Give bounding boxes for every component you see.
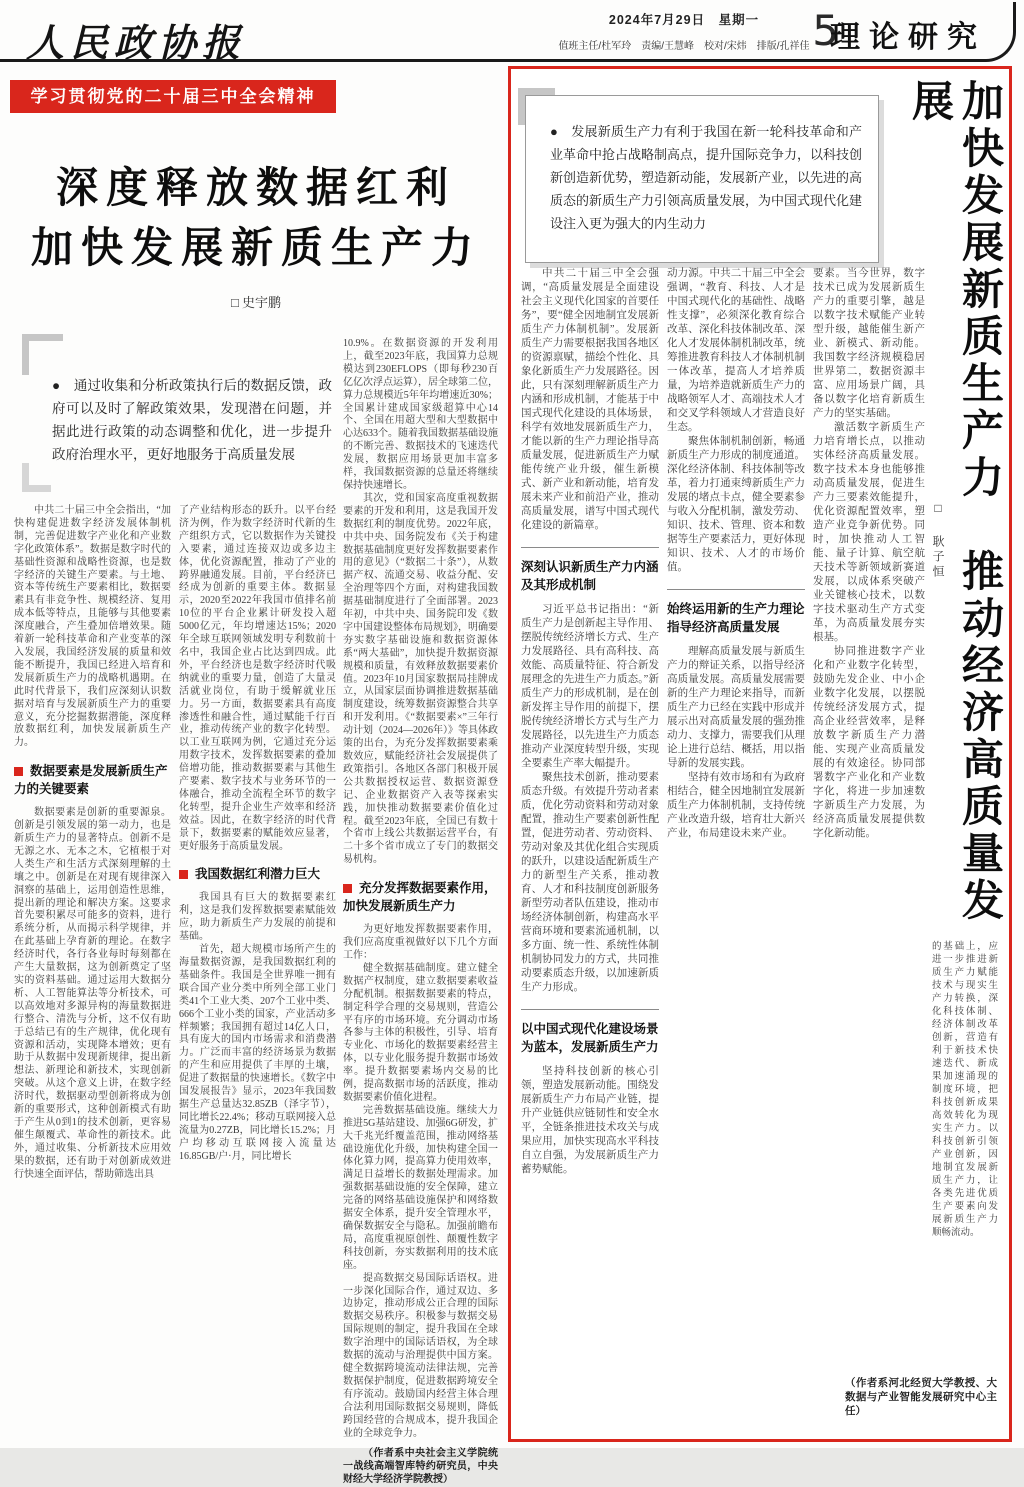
quote-corner-bracket-icon	[22, 463, 51, 492]
right-article-column-1	[521, 267, 659, 1425]
section-subhead: 数据要素是发展新质生产力的关键要素	[14, 764, 168, 797]
red-square-icon	[343, 884, 352, 893]
right-article-vertical-headline: 加快发展新质生产力 推动经济高质量发展	[907, 79, 1004, 925]
red-square-icon	[179, 870, 188, 879]
body-paragraph: 坚持有效市场和有为政府相结合，健全因地制宜发展新质生产力体制机制，支持传统产业改造升级，培育壮大新兴产业，布局建设未来产业。	[667, 772, 805, 839]
body-paragraph: 首先，超大规模市场所产生的海量数据资源，是我国数据红利的基础条件。我国是全世界唯一拥有联合国产业分类中所列全部工业门类41个工业大类、207个工业中类、666个工业小类的国家，产业活动多样频繁；我国拥有超过14亿人口，具有庞大的国内市场需求和消费潜力。广泛而丰富的经济场景为数据的产生和应用提供了丰厚的土壤，促进了数据量的快速增长。《数字中国发展报告》显示，2023年我国数据生产总量达32.85ZB（泽字节），同比增长22.4%；移动互联网接入总流量为0.27ZB，同比增长15.2%；月户均移动互联网接入流量达16.85GB/户·月，同比增长	[179, 944, 336, 1162]
left-article-column-2	[179, 505, 336, 1438]
quote-corner-bracket-icon	[22, 334, 63, 375]
header-rule	[0, 59, 982, 62]
section-subhead: 始终运用新的生产力理论指导经济高质量发展	[667, 589, 805, 636]
staff-credits: 值班主任/杜军玲 责编/王慧峰 校对/宋炜 排版/孔祥佳	[558, 41, 810, 52]
body-paragraph: 理解高质量发展与新质生产力的辩证关系，以指导经济高质量发展。高质量发展需要新的生产力理论来指导，而新质生产力已经在实践中形成并展示出对高质量发展的强劲推动力、支撑力，需要我们从理论上进行总结、概括，用以指导新的发展实践。	[667, 646, 805, 769]
right-article-column-under-title	[932, 941, 998, 1371]
body-paragraph: 为更好地发挥数据要素作用，我们应高度重视做好以下几个方面工作：	[343, 924, 498, 961]
body-paragraph: 坚持科技创新的核心引领，塑造发展新动能。围绕发展新质生产力布局产业链，提升产业链供应链韧性和安全水平，全链条推进技术攻关与成果应用，加快实现高水平科技自立自强，为发展新质生产力蓄势赋能。	[521, 1066, 659, 1175]
right-article-byline: □ 耿子恒	[931, 501, 945, 580]
right-article-column-3	[813, 267, 925, 1425]
body-paragraph: 了产业结构形态的跃升。以平台经济为例，作为数字经济时代新的生产组织方式，它以数据作为关键投入要素，通过连接双边或多边主体，优化资源配置，推动了产业的跨界融通发展。目前，平台经济已经成为创新的重要主体。数据显示，2020至2022年我国市值排名前10位的平台企业累计研发投入超5000亿元，年均增速达15%；2020年全球互联网领域发明专利数前十名中，我国企业占比达到四成。此外，平台经济也是数字经济时代吸纳就业的重要力量，创造了大量灵活就业岗位，有助于缓解就业压力。另一方面，数据要素具有高度渗透性和融合性，通过赋能千行百业，推动传统产业的数字化转型。以工业互联网为例，它通过充分运用数字技术，发挥数据要素的叠加倍增功能，推动数据要素与其他生产要素、数字技术与业务环节的一体融合，推动全流程全环节的数字化转型，提升企业生产效率和经济效益。因此，在数字经济的时代背景下，数据要素的赋能效应显著，更好服务于高质量发展。	[179, 505, 336, 852]
section-title: 理论研究	[830, 21, 986, 54]
header-meta	[545, 10, 823, 52]
left-article-column-3	[343, 338, 498, 1486]
left-summary-quote	[22, 334, 334, 486]
right-article-column-2	[667, 267, 805, 1425]
date-line: 2024年7月29日 星期一	[608, 13, 760, 27]
headline-line1: 深度释放数据红利	[55, 164, 456, 211]
body-paragraph: 要素。当今世界，数字技术已成为发展新质生产力的重要引擎，越是以数字技术赋能产业转型升级，越能催生新产业、新模式、新动能。我国数字经济规模稳居世界第二，数据资源丰富、应用场景广阔，具备以数字化培育新质生产力的坚实基础。	[813, 268, 925, 419]
quote-corner-bracket-icon	[518, 88, 555, 125]
author-credit: （作者系中央社会主义学院统一战线高端智库特约研究员，中央财经大学经济学院教授）	[343, 1448, 498, 1486]
body-paragraph: 聚焦体制机制创新，畅通新质生产力形成的制度通道。深化经济体制、科技体制等改革，着力打通束缚新质生产力发展的堵点卡点，健全要素参与收入分配机制，激发劳动、知识、技术、管理、资本和数据等生产要素活力，更好体现知识、技术、人才的市场价值。	[667, 436, 805, 573]
campaign-banner: 学习贯彻党的二十届三中全会精神	[10, 80, 336, 113]
newspaper-masthead: 人民政协报	[26, 20, 247, 65]
section-subhead: 充分发挥数据要素作用，加快发展新质生产力	[343, 881, 497, 914]
body-paragraph: 习近平总书记指出：“新质生产力是创新起主导作用、摆脱传统经济增长方式、生产力发展路径、具有高科技、高效能、高质量特征、符合新发展理念的先进生产力质态。”新质生产力的形成机制，是在创新发挥主导作用的前提下，摆脱传统经济增长方式与生产力发展路径，以先进生产力质态推动产业深度转型升级，实现全要素生产率大幅提升。	[521, 604, 659, 769]
body-paragraph: 数据要素是创新的重要源泉。创新是引领发展的第一动力，也是新质生产力的显著特点。创新不是无源之水、无本之木，它植根于对人类生产和生活方式深刻理解的土壤之中。创新是在对现有规律深入洞察的基础上，运用创造性思维，提出新的理论和解决方案。这要求首先要积累尽可能多的资料，进行系统分析，从而揭示科学规律，并在此基础上孕育新的理论。在数字经济时代，各行各业每时每刻都在产生大量数据，这为创新奠定了坚实的资料基础。通过运用大数据分析、人工智能算法等分析技术，可以高效地对多源异构的海量数据进行整合、清洗与分析，这不仅有助于总结已有的生产规律，优化现有资源和活动，实现降本增效；更有助于从数据中发现新规律，提出新想法、新理论和新技术，实现创新突破。从这个意义上讲，在数字经济时代，数据驱动型创新将成为创新的重要形式，这种创新模式有助于产生从0到1的技术创新，更容易催生颠覆式、革命性的新技术。此外，通过收集、分析新技术应用效果的数据，还有助于对创新成效进行快速全面评估，帮助筛选出具	[14, 807, 171, 1180]
left-article-headline	[14, 158, 498, 278]
section-subhead: 深刻认识新质生产力内涵及其形成机制	[521, 547, 659, 594]
left-article-column-1	[14, 505, 171, 1438]
body-paragraph: 聚焦技术创新，推动要素质态升级。有效提升劳动者素质，优化劳动资料和劳动对象配置，推动生产要素创新性配置，促进劳动者、劳动资料、劳动对象及其优化组合实现质的跃升，以建设适配新质生产力的新型生产关系，推动教育、人才和科技制度创新服务新型劳动者队伍建设，推动市场经济体制创新，构建高水平营商环境和要素流通机制，以多方面、统一性、系统性体制机制协同发力的方式，共同推动要素质态升级，以加速新质生产力形成。	[521, 772, 659, 993]
page-number: 5	[812, 6, 839, 55]
right-quote-text: ● 发展新质生产力有利于我国在新一轮科技革命和产业革命中抢占战略制高点，提升国际竞争力，以科技创新创造新优势，塑造新动能，发展新产业，以先进的高质态的新质生产力引领高质量发展，为中国式现代化建设注入更为强大的内生动力	[550, 124, 863, 231]
left-quote-text: ● 通过收集和分析政策执行后的数据反馈，政府可以及时了解政策效果，发现潜在问题，并据此进行政策的动态调整和优化，进一步提升政府治理水平，更好地服务于高质量发展	[52, 378, 332, 462]
body-paragraph: 提高数据交易国际话语权。进一步深化国际合作，通过双边、多边协定，推动形成公正合理的国际数据交易秩序。积极参与数据交易国际规则的制定，提升我国在全球数字治理中的国际话语权，为全球数据的流动与治理提供中国方案。健全数据跨境流动法律法规，完善数据保护制度，促进数据跨境安全有序流动。鼓励国内经营主体合理合法利用国际数据交易规则，降低跨国经营的合规成本，提升我国企业的全球竞争力。	[343, 1272, 498, 1439]
red-square-icon	[14, 767, 23, 776]
section-subhead: 我国数据红利潜力巨大	[179, 865, 336, 883]
body-paragraph: 其次，党和国家高度重视数据要素的开发和利用，这是我国开发数据红利的制度优势。2022年底，中共中央、国务院发布《关于构建数据基础制度更好发挥数据要素作用的意见》（“数据二十条”），从数据产权、流通交易、收益分配、安全治理等四个方面，对构建我国数据基础制度进行了全面部署。2023年初，中共中央、国务院印发《数字中国建设整体布局规划》，明确要夯实数字基础设施和数据资源体系“两大基础”，加快提升数据资源规模和质量，有效释放数据要素价值。2023年10月国家数据局挂牌成立，从国家层面协调推进数据基础制度建设，统筹数据资源整合共享和开发利用。《“数据要素×”三年行动计划（2024—2026年）》等具体政策的出台，为充分发挥数据要素乘数效应，赋能经济社会发展提供了政策指引。各地区各部门积极开展公共数据授权运营、数据资源登记、企业数据资产入表等探索实践，加快推动数据要素价值化过程。截至2023年底，全国已有数十个省市上线公共数据运营平台，有二十多个省市成立了专门的数据交易机构。	[343, 492, 498, 866]
body-paragraph: 动力源。中共二十届三中全会强调，“教育、科技、人才是中国式现代化的基础性、战略性支撑”，必须深化教育综合改革、深化科技体制改革、深化人才发展体制机制改革，统筹推进教育科技人才体制机制一体改革，提高人才培养质量，为培养造就新质生产力的战略领军人才、高端技术人才和交叉学科领域人才营造良好生态。	[667, 268, 805, 433]
header-corner-arc	[979, 2, 1016, 62]
section-subhead: 以中国式现代化建设场景为蓝本，发展新质生产力	[521, 1009, 659, 1056]
right-article-box	[508, 66, 1012, 1442]
body-paragraph: 我国具有巨大的数据要素红利，这是我们发挥数据要素赋能效应，助力新质生产力发展的前提和基础。	[179, 892, 336, 943]
headline-line2: 加快发展新质生产力	[30, 224, 481, 271]
body-paragraph: 中共二十届三中全会指出，“加快构建促进数字经济发展体制机制，完善促进数字产业化和产业数字化政策体系”。数据是数字时代的基础性资源和战略性资源，也是数字经济的关键生产要素。与土地、资本等传统生产要素相比，数据要素具有非竞争性、规模经济、复用成本低等特点，且能够与其他要素深度融合，产生叠加倍增效果。随着新一轮科技革命和产业变革的深入发展，我国经济发展的质量和效能不断提升，我国已经进入培育和发展新质生产力的战略机遇期。在此时代背景下，我们应深刻认识数据对培育与发展新质生产力的重要意义，充分挖掘数据潜能，深度释放数据红利，加快发展新质生产力。	[14, 505, 171, 749]
body-paragraph: 协同推进数字产业化和产业数字化转型，鼓励先发企业、中小企业数字化发展，以摆脱传统经济发展方式，提高企业经营效率，是释放数字新质生产力潜能、实现产业高质量发展的有效途径。协同部署数字产业化和产业数字化，将进一步加速数字新质生产力发展，为经济高质量发展提供数字化新动能。	[813, 646, 925, 839]
right-author-credit: （作者系河北经贸大学教授、大数据与产业智能发展研究中心主任）	[845, 1378, 997, 1417]
body-paragraph: 中共二十届三中全会强调，“高质量发展是全面建设社会主义现代化国家的首要任务”，要“健全因地制宜发展新质生产力体制机制”。发展新质生产力需要根据我国各地区的资源禀赋，描绘个性化、具象化新质生产力发展路径。因此，只有深刻理解新质生产力内涵和形成机制，才能基于中国式现代化建设的具体场景，科学有效地发展新质生产力，才能以新的生产力理论指导高质量发展，促进新质生产力赋能传统产业升级，催生新模式、新产业和新动能，培育发展未来产业和前沿产业，推动高质量发展，谱写中国式现代化建设的新篇章。	[521, 268, 659, 531]
right-summary-quote	[525, 95, 879, 263]
body-paragraph: 完善数据基础设施。继续大力推进5G基站建设、加强6G研发，扩大千兆光纤覆盖范围，推动网络基础设施优化升级，加快构建全国一体化算力网，提高算力使用效率，满足日益增长的数据处理需求。加强数据基础设施的安全保障，建立完备的网络基础设施保护和网络数据安全体系，提升安全管理水平，确保数据安全与隐私。加强前瞻布局，高度重视原创性、颠覆性数字科技创新，夯实数据利用的技术底座。	[343, 1104, 498, 1271]
body-paragraph: 的基础上，应进一步推进新质生产力赋能技术与现实生产力转换，深化科技体制、经济体制改革创新，营造有利于新技术快速迭代、新成果加速涌现的制度环境，把科技创新成果高效转化为现实生产力。以科技创新引领产业创新，因地制宜发展新质生产力，让各类先进优质生产要素向发展新质生产力顺畅流动。	[932, 942, 998, 1238]
body-paragraph: 激活数字新质生产力培育增长点，以推动实体经济高质量发展。数字技术本身也能够推动高质量发展，促进生产力三要素效能提升，优化资源配置效率，塑造产业竞争新优势。同时，加快推动人工智能、量子计算、航空航天技术等新领域新赛道发展，以成体系突破产业关键核心技术，以数字技术驱动生产方式变革，为高质量发展夯实根基。	[813, 422, 925, 643]
body-paragraph: 健全数据基础制度。建立健全数据产权制度，建立数据要素收益分配机制。根据数据要素的特点，制定科学合理的交易规则，营造公平有序的市场环境。充分调动市场各参与主体的积极性，引导、培育专业化、市场化的数据要素经营主体，以专业化服务提升数据市场效率。提升数据要素场内交易的比例，提高数据市场的活跃度，推动数据要素价值化进程。	[343, 962, 498, 1103]
left-article-byline: □ 史宇鹏	[230, 295, 282, 310]
body-paragraph: 10.9%。在数据资源的开发利用上，截至2023年底，我国算力总规模达到230EFLOPS（即每秒230百亿亿次浮点运算），居全球第二位，算力总规模近5年年均增速近30%；全国累计建成国家级超算中心14个、全国在用超大型和大型数据中心达633个。随着我国数据基础设施的不断完善、数据技术的飞速迭代发展，数据应用场景更加丰富多样，我国数据资源的总量还将继续保持快速增长。	[343, 338, 498, 491]
